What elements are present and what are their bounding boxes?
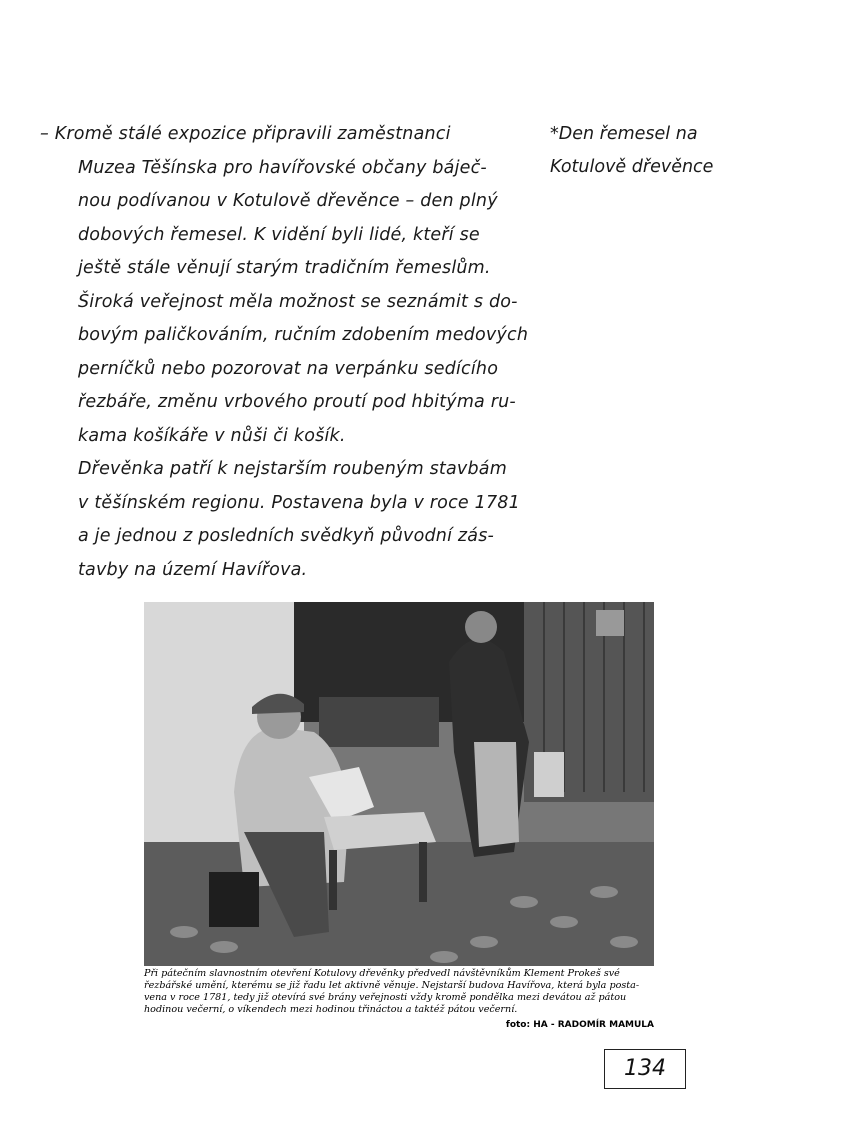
handwritten-line: – Kromě stálé expozice připravili zaměstnanci <box>40 124 451 144</box>
handwritten-line: Muzea Těšínska pro havířovské občany báječ- <box>78 157 487 178</box>
handwritten-line: dobových řemesel. K vidění byli lidé, kteří se <box>78 224 480 245</box>
handwritten-line: Dřevěnka patří k nejstarším roubeným stavbám <box>78 459 507 479</box>
photo-illustration <box>144 602 654 966</box>
side-note <box>550 118 780 184</box>
side-note-line: Kotulově dřevěnce <box>550 157 714 177</box>
caption-line: hodinou večerní, o víkendech mezi hodinou třináctou a taktéž pátou večerní. <box>144 1004 518 1015</box>
page-number: 134 <box>624 1056 666 1081</box>
handwritten-line: perníčků nebo pozorovat na verpánku sedícího <box>78 358 499 379</box>
caption-line: řezbářské umění, kterému se již řadu let aktivně věnuje. Nejstarší budova Havířova, která byla posta- <box>144 980 640 991</box>
newspaper-clipping <box>140 596 662 1038</box>
page-number-box <box>604 1049 686 1089</box>
handwritten-line: kama košíkáře v nůši či košík. <box>78 425 346 446</box>
handwritten-line: tavby na území Havířova. <box>78 559 308 580</box>
caption-line: vena v roce 1781, tedy již otevírá své brány veřejnosti vždy kromě pondělka mezi devátou až pátou <box>144 992 627 1003</box>
side-note-line: *Den řemesel na <box>550 124 698 144</box>
handwritten-line: nou podívanou v Kotulově dřevěnce – den plný <box>78 191 498 211</box>
handwritten-line: a je jednou z posledních svědkyň původní zás- <box>78 526 495 546</box>
handwritten-line: ještě stále věnují starým tradičním řemeslům. <box>78 258 491 278</box>
handwritten-line: řezbáře, změnu vrbového proutí pod hbitýma ru- <box>78 392 516 412</box>
woodcarver-photo <box>144 602 654 966</box>
handwritten-line: bovým paličkováním, ručním zdobením medových <box>78 325 529 345</box>
handwritten-text <box>40 118 600 587</box>
handwritten-line: v těšínském regionu. Postavena byla v roce 1781 <box>78 492 520 513</box>
handwritten-line: Široká veřejnost měla možnost se seznámit s do- <box>78 291 518 312</box>
photo-credit: foto: HA - RADOMÍR MAMULA <box>505 1020 654 1030</box>
caption-line: Při pátečním slavnostním otevření Kotulovy dřevěnky předvedl návštěvníkům Klement Prokeš své <box>144 968 620 979</box>
photo-caption <box>144 968 659 1016</box>
